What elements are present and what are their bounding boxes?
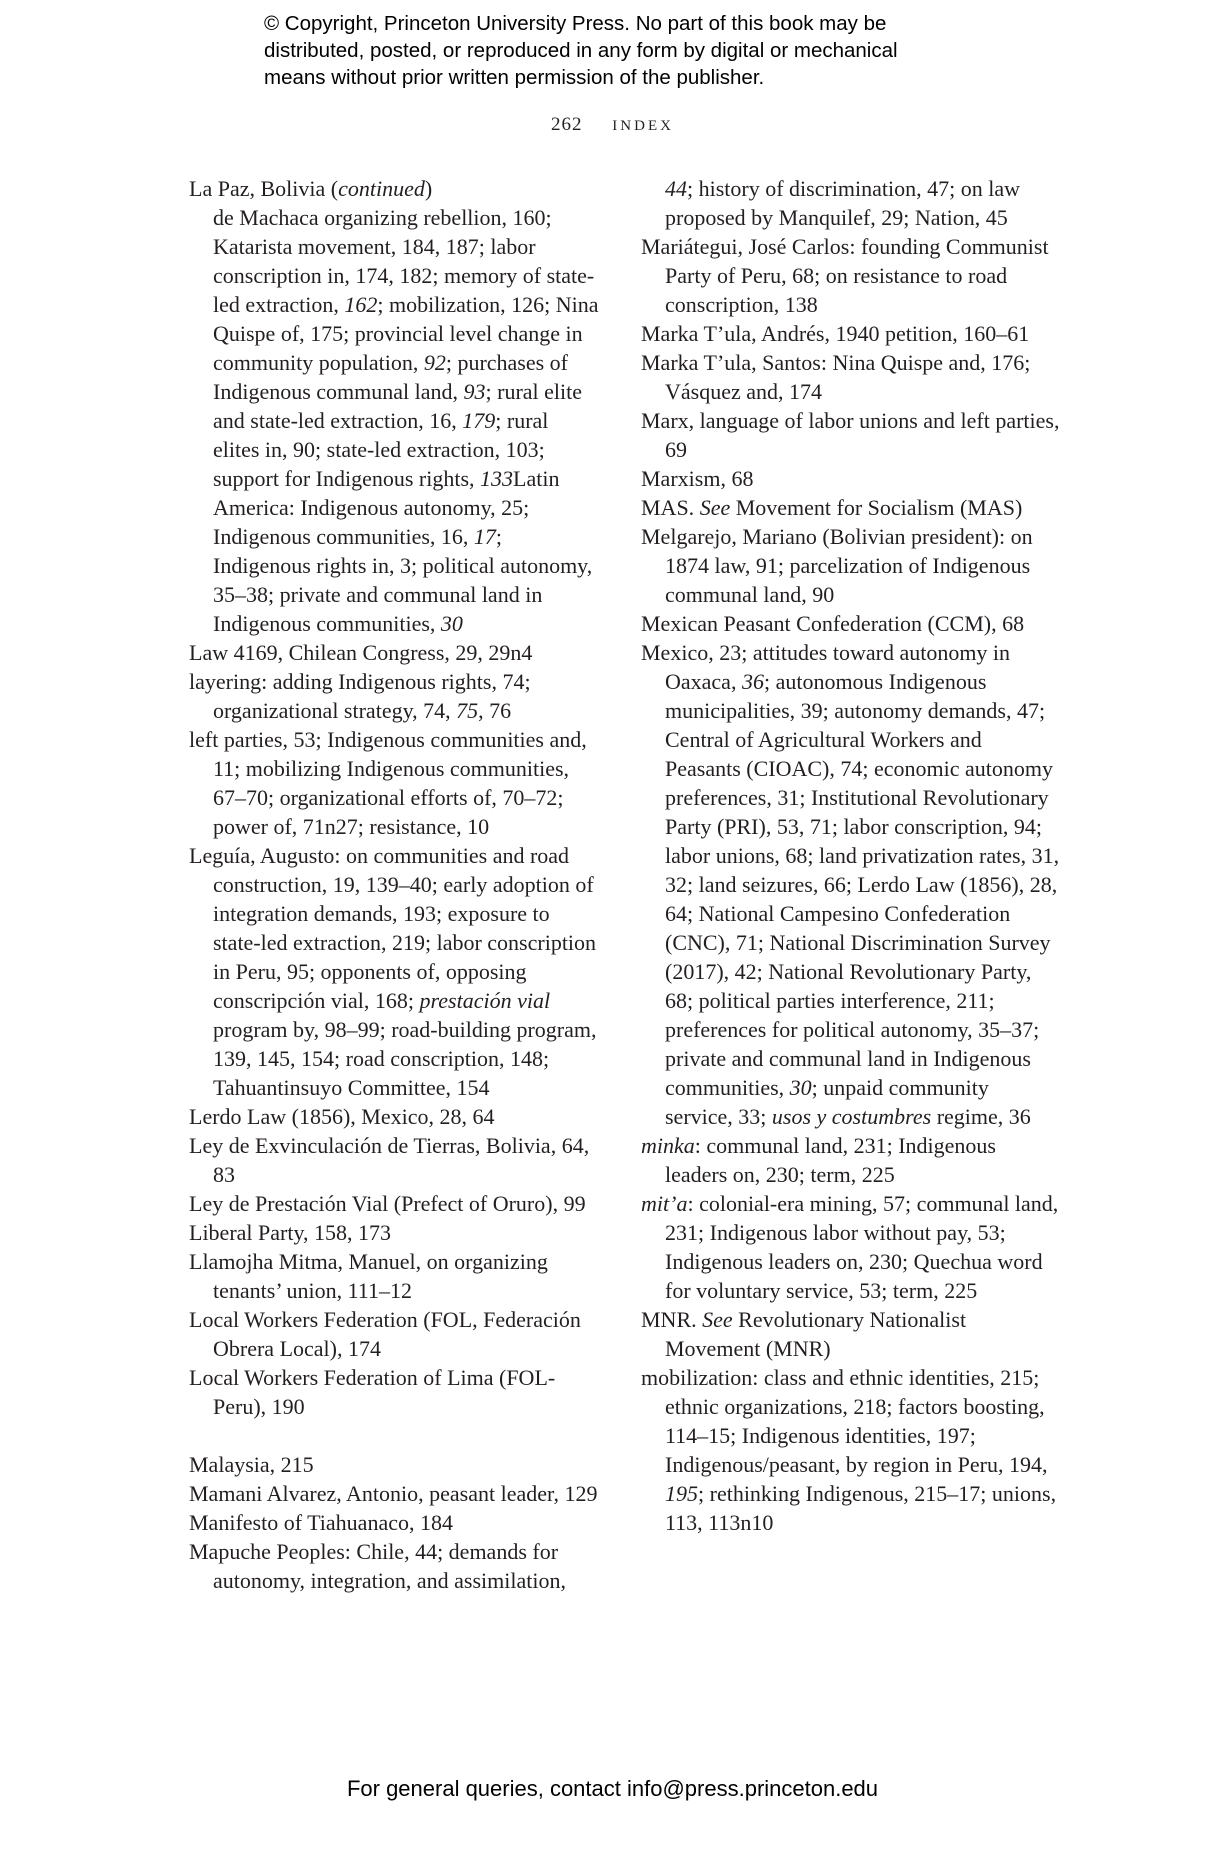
running-title: INDEX: [612, 118, 674, 134]
index-entry: Lerdo Law (1856), Mexico, 28, 64: [189, 1104, 495, 1129]
index-entry: Ley de Exvinculación de Tierras, Bolivia, 64, 83: [189, 1133, 590, 1187]
index-entry: Mexican Peasant Confederation (CCM), 68: [641, 611, 1025, 636]
contact-footer: For general queries, contact info@press.princeton.edu: [346, 1776, 879, 1801]
index-entry: Malaysia, 215: [189, 1452, 314, 1477]
index-entry: Melgarejo, Mariano (Bolivian president): on 1874 law, 91; parcelization of Indigenous communal land, 90: [641, 524, 1033, 607]
index-entry: left parties, 53; Indigenous communities and, 11; mobilizing Indigenous communities, 67–70; organizational efforts of, 70–72; power of, 71n27; resistance, 10: [189, 727, 587, 839]
index-entry: Llamojha Mitma, Manuel, on organizing tenants’ union, 111–12: [189, 1249, 548, 1303]
index-entry: Marxism, 68: [641, 466, 754, 491]
index-entry: minka: communal land, 231; Indigenous leaders on, 230; term, 225: [641, 1133, 996, 1187]
index-entry: Mariátegui, José Carlos: founding Communist Party of Peru, 68; on resistance to road conscription, 138: [641, 234, 1049, 317]
running-head: [0, 114, 1225, 136]
index-entry: mit’a: colonial-era mining, 57; communal land, 231; Indigenous labor without pay, 53; Indigenous leaders on, 230; Quechua word for voluntary service, 53; term, 225: [641, 1191, 1059, 1303]
letter-group-gap: [189, 1421, 599, 1450]
copyright-line: means without prior written permission of the publisher.: [264, 66, 765, 89]
index-entry: Marka T’ula, Santos: Nina Quispe and, 176; Vásquez and, 174: [641, 350, 1031, 404]
index-entry: Local Workers Federation of Lima (FOL-Peru), 190: [189, 1365, 556, 1419]
index-entry: Liberal Party, 158, 173: [189, 1220, 392, 1245]
index-entry: MAS. See Movement for Socialism (MAS): [641, 495, 1023, 520]
index-entry: MNR. See Revolutionary Nationalist Movement (MNR): [641, 1307, 967, 1361]
index-entry: La Paz, Bolivia (continued) de Machaca organizing rebellion, 160; Katarista movement, 184, 187; labor conscription in, 174, 182; memory of state-led extraction, 162; mobilization, 126; Nina Quispe of, 175; provincial level change in community population, 92; purchases of Indigenous communal land, 93; rural elite and state-led extraction, 16, 179; rural elites in, 90; state-led extraction, 103; support for Indigenous rights, 133Latin America: Indigenous autonomy, 25; Indigenous communities, 16, 17; Indigenous rights in, 3; political autonomy, 35–38; private and communal land in Indigenous communities, 30: [189, 176, 599, 636]
index-entry: Marka T’ula, Andrés, 1940 petition, 160–61: [641, 321, 1030, 346]
copyright-line: distributed, posted, or reproduced in any form by digital or mechanical: [264, 39, 898, 62]
index-entry: Marx, language of labor unions and left parties, 69: [641, 408, 1060, 462]
index-entry: mobilization: class and ethnic identities, 215; ethnic organizations, 218; factors boosting, 114–15; Indigenous identities, 197; Indigenous/peasant, by region in Peru, 194, 195; rethinking Indigenous, 215–17; unions, 113, 113n10: [641, 1365, 1057, 1535]
copyright-line: © Copyright, Princeton University Press. No part of this book may be: [264, 12, 887, 35]
index-column-left: [189, 174, 599, 1595]
copyright-notice: [264, 10, 1024, 91]
index-entry: Manifesto of Tiahuanaco, 184: [189, 1510, 453, 1535]
index-column-right: [641, 174, 1061, 1537]
index-entry: Law 4169, Chilean Congress, 29, 29n4: [189, 640, 533, 665]
index-entry: Mexico, 23; attitudes toward autonomy in Oaxaca, 36; autonomous Indigenous municipalities, 39; autonomy demands, 47; Central of Agricultural Workers and Peasants (CIOAC), 74; economic autonomy preferences, 31; Institutional Revolutionary Party (PRI), 53, 71; labor conscription, 94; labor unions, 68; land privatization rates, 31, 32; land seizures, 66; Lerdo Law (1856), 28, 64; National Campesino Confederation (CNC), 71; National Discrimination Survey (2017), 42; National Revolutionary Party, 68; political parties interference, 211; preferences for political autonomy, 35–37; private and communal land in Indigenous communities, 30; unpaid community service, 33; usos y costumbres regime, 36: [641, 640, 1060, 1129]
index-entry-continued: 44; history of discrimination, 47; on law proposed by Manquilef, 29; Nation, 45: [665, 176, 1021, 230]
index-entry: Mamani Alvarez, Antonio, peasant leader, 129: [189, 1481, 598, 1506]
index-entry: Mapuche Peoples: Chile, 44; demands for autonomy, integration, and assimilation,: [189, 1539, 566, 1593]
index-entry: Local Workers Federation (FOL, Federación Obrera Local), 174: [189, 1307, 581, 1361]
index-entry: layering: adding Indigenous rights, 74; organizational strategy, 74, 75, 76: [189, 669, 531, 723]
index-entry: Leguía, Augusto: on communities and road construction, 19, 139–40; early adoption of integration demands, 193; exposure to state-led extraction, 219; labor conscription in Peru, 95; opponents of, opposing conscripción vial, 168; prestación vial program by, 98–99; road-building program, 139, 145, 154; road conscription, 148; Tahuantinsuyo Committee, 154: [189, 843, 597, 1100]
page-number: 262: [551, 114, 583, 135]
index-entry: Ley de Prestación Vial (Prefect of Oruro), 99: [189, 1191, 586, 1216]
